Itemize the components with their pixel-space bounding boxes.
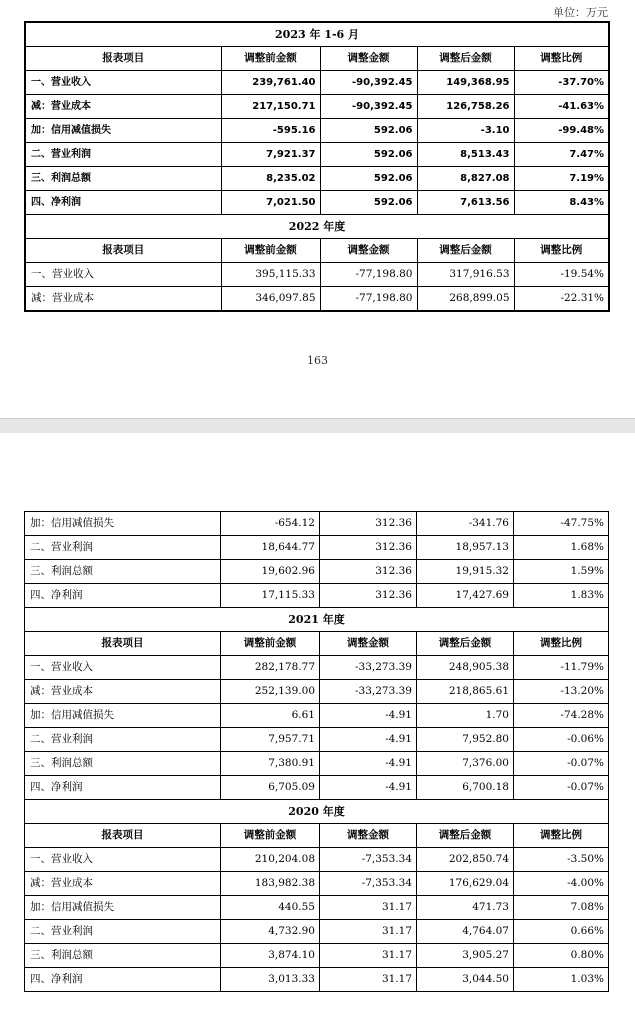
row-value: 19,915.32: [417, 560, 514, 584]
row-label: 减：营业成本: [25, 95, 221, 119]
row-value: -4.91: [320, 704, 417, 728]
row-value: -7,353.34: [320, 848, 417, 872]
row-value: 31.17: [320, 896, 417, 920]
row-value: -41.63%: [514, 95, 609, 119]
table-row: [25, 656, 609, 680]
row-value: 252,139.00: [221, 680, 320, 704]
row-value: 31.17: [320, 920, 417, 944]
row-value: 6,700.18: [417, 776, 514, 800]
row-value: -654.12: [221, 512, 320, 536]
table-row: [25, 752, 609, 776]
table-row: [25, 191, 609, 215]
header-cell: 报表项目: [25, 824, 221, 848]
row-value: 0.66%: [514, 920, 609, 944]
table-row: [25, 896, 609, 920]
section-caption: 2020 年度: [25, 800, 609, 824]
row-value: 3,905.27: [417, 944, 514, 968]
caption-row: [25, 800, 609, 824]
table-row: [25, 944, 609, 968]
caption-row: [25, 608, 609, 632]
table-row: [25, 920, 609, 944]
header-cell: 调整前金额: [221, 239, 320, 263]
row-value: 312.36: [320, 512, 417, 536]
row-value: 592.06: [320, 143, 417, 167]
row-value: -90,392.45: [320, 95, 417, 119]
row-value: 31.17: [320, 944, 417, 968]
row-value: 8.43%: [514, 191, 609, 215]
row-value: 1.59%: [514, 560, 609, 584]
row-value: 1.03%: [514, 968, 609, 992]
row-value: 202,850.74: [417, 848, 514, 872]
header-cell: 调整比例: [514, 632, 609, 656]
row-value: -3.50%: [514, 848, 609, 872]
row-value: 7,921.37: [221, 143, 320, 167]
caption-row: [25, 22, 609, 47]
header-cell: 调整金额: [320, 239, 417, 263]
row-value: -33,273.39: [320, 680, 417, 704]
row-value: 0.80%: [514, 944, 609, 968]
row-value: 268,899.05: [417, 287, 514, 312]
row-value: 395,115.33: [221, 263, 320, 287]
row-label: 一、营业收入: [25, 71, 221, 95]
row-value: -341.76: [417, 512, 514, 536]
row-value: 149,368.95: [417, 71, 514, 95]
row-value: -77,198.80: [320, 263, 417, 287]
row-value: -0.07%: [514, 752, 609, 776]
row-value: 18,644.77: [221, 536, 320, 560]
header-row-2022: [25, 239, 609, 263]
header-cell: 报表项目: [25, 632, 221, 656]
row-value: -90,392.45: [320, 71, 417, 95]
row-value: 17,115.33: [221, 584, 320, 608]
row-label: 二、营业利润: [25, 728, 221, 752]
row-label: 加：信用减值损失: [25, 704, 221, 728]
row-value: 8,235.02: [221, 167, 320, 191]
table-row: [25, 287, 609, 312]
row-label: 三、利润总额: [25, 944, 221, 968]
table-row: [25, 680, 609, 704]
row-label: 一、营业收入: [25, 656, 221, 680]
row-value: 7.19%: [514, 167, 609, 191]
row-value: -11.79%: [514, 656, 609, 680]
row-label: 减：营业成本: [25, 872, 221, 896]
row-value: 3,044.50: [417, 968, 514, 992]
row-label: 四、净利润: [25, 191, 221, 215]
row-label: 二、营业利润: [25, 920, 221, 944]
table-row: [25, 560, 609, 584]
row-label: 加：信用减值损失: [25, 512, 221, 536]
header-cell: 调整前金额: [221, 47, 320, 71]
table-row: [25, 704, 609, 728]
row-value: 471.73: [417, 896, 514, 920]
row-value: 3,874.10: [221, 944, 320, 968]
page-number: 163: [307, 354, 328, 367]
row-value: 31.17: [320, 968, 417, 992]
table-row: [25, 263, 609, 287]
table-row: [25, 536, 609, 560]
row-value: 7,952.80: [417, 728, 514, 752]
row-value: 126,758.26: [417, 95, 514, 119]
header-row-2023: [25, 47, 609, 71]
row-label: 四、净利润: [25, 776, 221, 800]
row-value: 8,513.43: [417, 143, 514, 167]
row-value: -74.28%: [514, 704, 609, 728]
row-value: -19.54%: [514, 263, 609, 287]
row-label: 三、利润总额: [25, 752, 221, 776]
caption-row: [25, 215, 609, 239]
table-row: [25, 584, 609, 608]
row-value: 1.70: [417, 704, 514, 728]
row-value: 592.06: [320, 191, 417, 215]
row-value: 217,150.71: [221, 95, 320, 119]
row-label: 四、净利润: [25, 968, 221, 992]
table-row: [25, 71, 609, 95]
row-value: 7,376.00: [417, 752, 514, 776]
header-cell: 调整后金额: [417, 239, 514, 263]
table-row: [25, 512, 609, 536]
row-value: 312.36: [320, 584, 417, 608]
table-row: [25, 119, 609, 143]
header-cell: 调整比例: [514, 239, 609, 263]
row-value: 4,764.07: [417, 920, 514, 944]
row-value: 8,827.08: [417, 167, 514, 191]
row-value: 6.61: [221, 704, 320, 728]
row-label: 二、营业利润: [25, 536, 221, 560]
header-cell: 调整金额: [320, 824, 417, 848]
header-row-2021: [25, 632, 609, 656]
section-caption: 2023 年 1-6 月: [25, 22, 609, 47]
row-value: 176,629.04: [417, 872, 514, 896]
header-cell: 调整前金额: [221, 632, 320, 656]
row-label: 四、净利润: [25, 584, 221, 608]
row-value: -4.00%: [514, 872, 609, 896]
row-value: 218,865.61: [417, 680, 514, 704]
row-value: 7,380.91: [221, 752, 320, 776]
section-caption: 2021 年度: [25, 608, 609, 632]
row-value: 6,705.09: [221, 776, 320, 800]
row-value: 592.06: [320, 167, 417, 191]
row-value: -47.75%: [514, 512, 609, 536]
row-value: 183,982.38: [221, 872, 320, 896]
row-value: 317,916.53: [417, 263, 514, 287]
row-value: 312.36: [320, 536, 417, 560]
row-value: 7.08%: [514, 896, 609, 920]
row-value: 210,204.08: [221, 848, 320, 872]
row-label: 三、利润总额: [25, 167, 221, 191]
row-value: 1.68%: [514, 536, 609, 560]
header-row-2020: [25, 824, 609, 848]
table-row: [25, 167, 609, 191]
row-value: 7,957.71: [221, 728, 320, 752]
row-value: -3.10: [417, 119, 514, 143]
row-value: -37.70%: [514, 71, 609, 95]
row-value: 7,613.56: [417, 191, 514, 215]
row-value: -22.31%: [514, 287, 609, 312]
row-label: 减：营业成本: [25, 680, 221, 704]
header-cell: 调整比例: [514, 47, 609, 71]
row-value: -0.06%: [514, 728, 609, 752]
row-label: 一、营业收入: [25, 263, 221, 287]
row-value: -4.91: [320, 752, 417, 776]
row-value: 440.55: [221, 896, 320, 920]
row-value: 17,427.69: [417, 584, 514, 608]
table-row: [25, 143, 609, 167]
row-label: 一、营业收入: [25, 848, 221, 872]
row-value: -33,273.39: [320, 656, 417, 680]
row-value: 592.06: [320, 119, 417, 143]
row-value: -13.20%: [514, 680, 609, 704]
row-value: -4.91: [320, 728, 417, 752]
row-value: 7,021.50: [221, 191, 320, 215]
header-cell: 报表项目: [25, 239, 221, 263]
table-row: [25, 968, 609, 992]
table-page-2: [24, 511, 609, 992]
row-value: -0.07%: [514, 776, 609, 800]
table-row: [25, 848, 609, 872]
row-value: 4,732.90: [221, 920, 320, 944]
table-row: [25, 728, 609, 752]
row-value: 282,178.77: [221, 656, 320, 680]
row-value: 19,602.96: [221, 560, 320, 584]
row-label: 加：信用减值损失: [25, 119, 221, 143]
section-caption: 2022 年度: [25, 215, 609, 239]
row-value: 3,013.33: [221, 968, 320, 992]
row-value: 1.83%: [514, 584, 609, 608]
table-row: [25, 95, 609, 119]
page-break-gap: [0, 418, 635, 433]
table-row: [25, 776, 609, 800]
header-cell: 调整后金额: [417, 632, 514, 656]
row-value: 248,905.38: [417, 656, 514, 680]
row-label: 加：信用减值损失: [25, 896, 221, 920]
row-value: 312.36: [320, 560, 417, 584]
header-cell: 调整前金额: [221, 824, 320, 848]
row-value: 239,761.40: [221, 71, 320, 95]
header-cell: 报表项目: [25, 47, 221, 71]
row-value: -7,353.34: [320, 872, 417, 896]
row-value: 346,097.85: [221, 287, 320, 312]
table-row: [25, 872, 609, 896]
header-cell: 调整金额: [320, 632, 417, 656]
row-value: -77,198.80: [320, 287, 417, 312]
unit-label: 单位：万元: [553, 6, 608, 19]
header-cell: 调整后金额: [417, 824, 514, 848]
row-label: 三、利润总额: [25, 560, 221, 584]
row-value: -99.48%: [514, 119, 609, 143]
table-page-1: [24, 21, 610, 312]
header-cell: 调整金额: [320, 47, 417, 71]
row-label: 二、营业利润: [25, 143, 221, 167]
row-value: -4.91: [320, 776, 417, 800]
row-value: -595.16: [221, 119, 320, 143]
row-value: 7.47%: [514, 143, 609, 167]
row-value: 18,957.13: [417, 536, 514, 560]
header-cell: 调整比例: [514, 824, 609, 848]
row-label: 减：营业成本: [25, 287, 221, 312]
header-cell: 调整后金额: [417, 47, 514, 71]
